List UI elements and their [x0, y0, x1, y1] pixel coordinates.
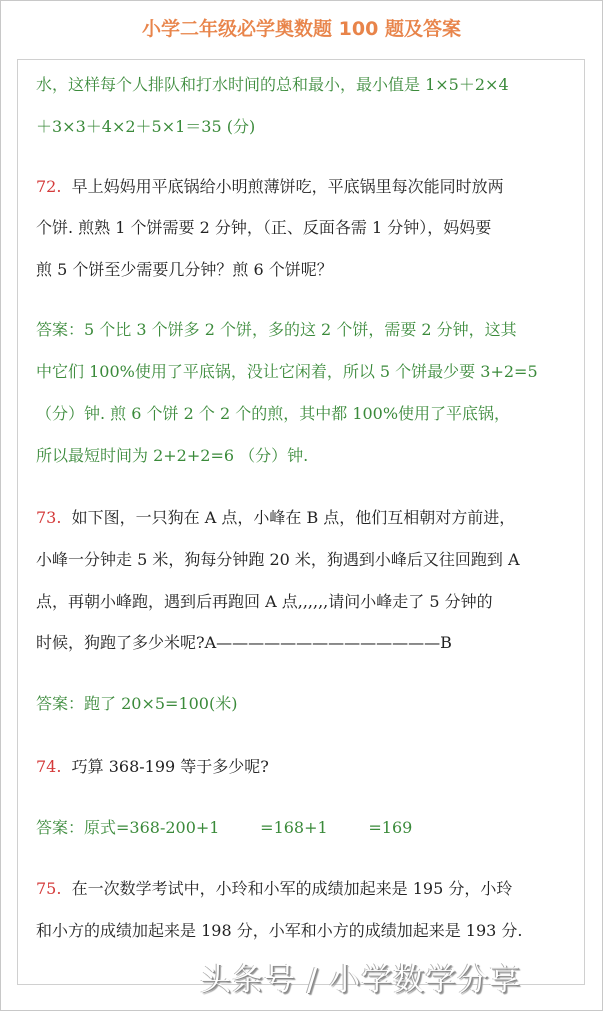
- text-line: [36, 633, 452, 653]
- line-text: 中它们 100%使用了平底锅，没让它闲着，所以 5 个饼最少要 3+2=5: [36, 362, 538, 381]
- text-line: [36, 550, 520, 570]
- question-line: [36, 508, 515, 528]
- line-text: 时候，狗跑了多少米呢?A——————————————B: [36, 633, 452, 652]
- line-text: 和小方的成绩加起来是 198 分，小军和小方的成绩加起来是 193 分.: [36, 921, 523, 940]
- question-number: 72.: [36, 177, 62, 196]
- question-line: [36, 757, 269, 777]
- text-line: [36, 921, 523, 941]
- line-text: 答案：5 个比 3 个饼多 2 个饼，多的这 2 个饼，需要 2 分钟，这其: [36, 320, 517, 339]
- line-text: 在一次数学考试中，小玲和小军的成绩加起来是 195 分，小玲: [61, 879, 513, 898]
- watermark: 头条号 / 小学数学分享: [200, 962, 522, 998]
- question-number: 74.: [36, 757, 62, 776]
- text-line: [36, 592, 493, 612]
- question-number: 75.: [36, 879, 62, 898]
- answer-line: [36, 694, 237, 714]
- line-text: 水，这样每个人排队和打水时间的总和最小，最小值是 1×5＋2×4: [36, 75, 509, 94]
- text-line: [36, 260, 333, 280]
- answer-line: [36, 404, 510, 424]
- line-text: ＋3×3＋4×2＋5×1＝35 (分): [36, 117, 256, 136]
- line-text: 答案：跑了 20×5=100(米): [36, 694, 238, 713]
- text-line: [36, 218, 491, 238]
- line-text: 煎 5 个饼至少需要几分钟？煎 6 个饼呢？: [36, 260, 333, 279]
- answer-line: [36, 117, 255, 137]
- line-text: 小峰一分钟走 5 米，狗每分钟跑 20 米，狗遇到小峰后又往回跑到 A: [36, 550, 520, 569]
- question-line: [36, 879, 512, 899]
- answer-line: [36, 75, 509, 95]
- question-number: 73.: [36, 508, 62, 527]
- line-text: 所以最短时间为 2+2+2=6 （分）钟.: [36, 446, 309, 465]
- line-text: 点，再朝小峰跑，遇到后再跑回 A 点,,,,,,请问小峰走了 5 分钟的: [36, 592, 493, 611]
- line-text: 个饼. 煎熟 1 个饼需要 2 分钟，（正、反面各需 1 分钟），妈妈要: [36, 218, 492, 237]
- answer-line: [36, 446, 308, 466]
- line-text: 如下图，一只狗在 A 点，小峰在 B 点，他们互相朝对方前进，: [61, 508, 516, 527]
- line-text: 巧算 368-199 等于多少呢?: [61, 757, 269, 776]
- answer-line: [36, 320, 517, 340]
- line-text: （分）钟. 煎 6 个饼 2 个 2 个的煎，其中都 100%使用了平底锅，: [36, 404, 511, 423]
- line-text: 答案：原式=368-200+1 =168+1 =169: [36, 818, 413, 837]
- page-title: 小学二年级必学奥数题 100 题及答案: [142, 18, 461, 40]
- question-line: [36, 177, 504, 197]
- line-text: 早上妈妈用平底锅给小明煎薄饼吃，平底锅里每次能同时放两: [61, 177, 504, 196]
- answer-line: [36, 362, 538, 382]
- answer-line: [36, 818, 412, 838]
